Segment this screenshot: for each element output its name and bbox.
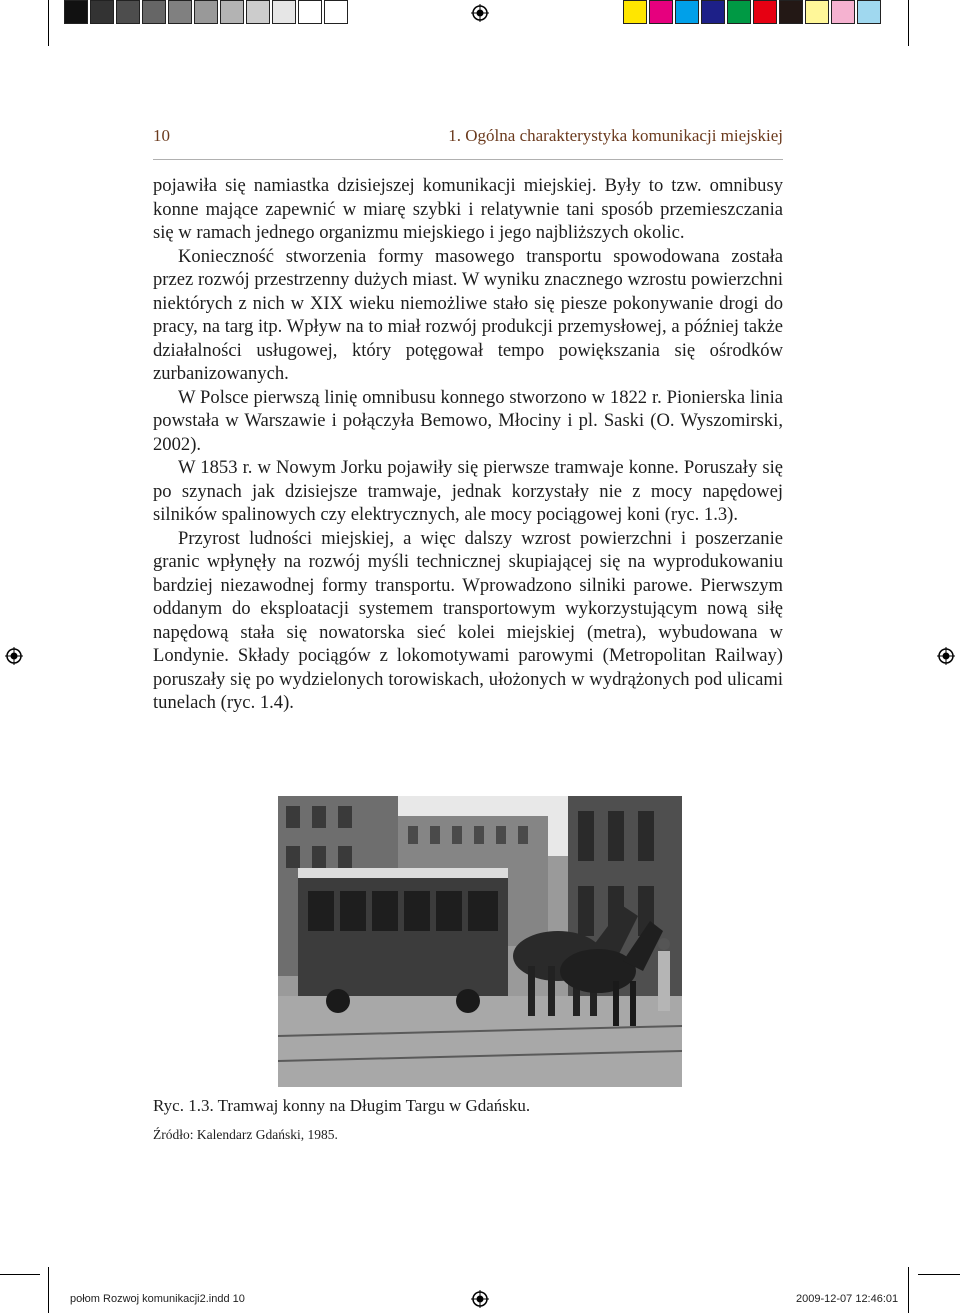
crop-mark	[918, 1274, 960, 1275]
running-head	[153, 126, 783, 148]
grayscale-calibration-bar	[64, 0, 350, 26]
page-number: 10	[153, 126, 170, 145]
calibration-swatch	[727, 0, 751, 24]
registration-mark-icon	[5, 647, 23, 665]
registration-mark-icon	[471, 4, 489, 22]
paragraph: Przyrost ludności miejskiej, a więc dalszy wzrost powierzchni i poszerzanie granic wpłynęły na rozwój myśli technicznej skupiającej się na wyprodukowaniu bardziej niezawodnej formy transportu. Wprowadzono silniki parowe. Pierwszym oddanym do eksploatacji systemem transportowym wykorzystującym nową siłę napędową stała się nowatorska sieć kolei miejskiej (metra), wybudowana w Londynie. Składy pociągów z lokomotywami parowymi (Metropolitan Railway) poruszały się po wydzielonych torowiskach, ułożonych w wydrążonych pod ulicami tunelach (ryc. 1.4).	[153, 527, 783, 713]
calibration-swatch	[675, 0, 699, 24]
paragraph: pojawiła się namiastka dzisiejszej komunikacji miejskiej. Były to tzw. omnibusy konne mające zapewnić w miarę szybki i relatywnie tani sposób przemieszczania się w ramach jednego organizmu miejskiego i jego najbliższych okolic.	[153, 175, 783, 243]
calibration-swatch	[831, 0, 855, 24]
calibration-swatch	[753, 0, 777, 24]
calibration-swatch	[701, 0, 725, 24]
calibration-swatch	[324, 0, 348, 24]
crop-mark	[0, 1274, 40, 1275]
color-calibration-bar	[623, 0, 883, 26]
calibration-swatch	[90, 0, 114, 24]
calibration-swatch	[272, 0, 296, 24]
calibration-swatch	[649, 0, 673, 24]
crop-mark	[48, 0, 49, 46]
calibration-swatch	[168, 0, 192, 24]
calibration-swatch	[857, 0, 881, 24]
registration-mark-icon	[937, 647, 955, 665]
crop-mark	[908, 0, 909, 46]
calibration-swatch	[298, 0, 322, 24]
registration-mark-icon	[471, 1290, 489, 1308]
calibration-swatch	[64, 0, 88, 24]
paragraph: W 1853 r. w Nowym Jorku pojawiły się pierwsze tramwaje konne. Poruszały się po szynach jak dzisiejsze tramwaje, jednak korzystały nie z mocy napędowej silników spalinowych czy elektrycznych, ale mocy pociągowej koni (ryc. 1.3).	[153, 457, 783, 525]
calibration-swatch	[116, 0, 140, 24]
slug-filename: połom Rozwoj komunikacji2.indd 10	[70, 1293, 245, 1305]
header-rule	[153, 159, 783, 160]
calibration-swatch	[246, 0, 270, 24]
calibration-swatch	[623, 0, 647, 24]
chapter-title: 1. Ogólna charakterystyka komunikacji miejskiej	[448, 126, 783, 145]
figure-photo	[278, 796, 682, 1087]
calibration-swatch	[220, 0, 244, 24]
paragraph: W Polsce pierwszą linię omnibusu konnego stworzono w 1822 r. Pionierska linia powstała w Warszawie i połączyła Bemowo, Młociny i pl. Saski (O. Wyszomirski, 2002).	[153, 386, 783, 455]
paragraph: Konieczność stworzenia formy masowego transportu spowodowana została przez rozwój przestrzenny dużych miast. W wyniku znacznego wzrostu powierzchni niektórych z nich w XIX wieku niemożliwe stało się piesze pokonywanie drogi do pracy, na targ itp. Wpływ na to miał rozwój produkcji przemysłowej, a później także działalności usługowej, który potęgował tempo powiększania się ośrodków zurbanizowanych.	[153, 245, 783, 384]
calibration-swatch	[194, 0, 218, 24]
crop-mark	[48, 1267, 49, 1313]
slug-timestamp: 2009-12-07 12:46:01	[796, 1293, 899, 1305]
calibration-swatch	[805, 0, 829, 24]
crop-mark	[908, 1267, 909, 1313]
calibration-swatch	[779, 0, 803, 24]
figure-source: Źródło: Kalendarz Gdański, 1985.	[153, 1127, 338, 1142]
figure-caption: Ryc. 1.3. Tramwaj konny na Długim Targu w Gdańsku.	[153, 1096, 531, 1115]
calibration-swatch	[142, 0, 166, 24]
body-text	[153, 174, 783, 715]
